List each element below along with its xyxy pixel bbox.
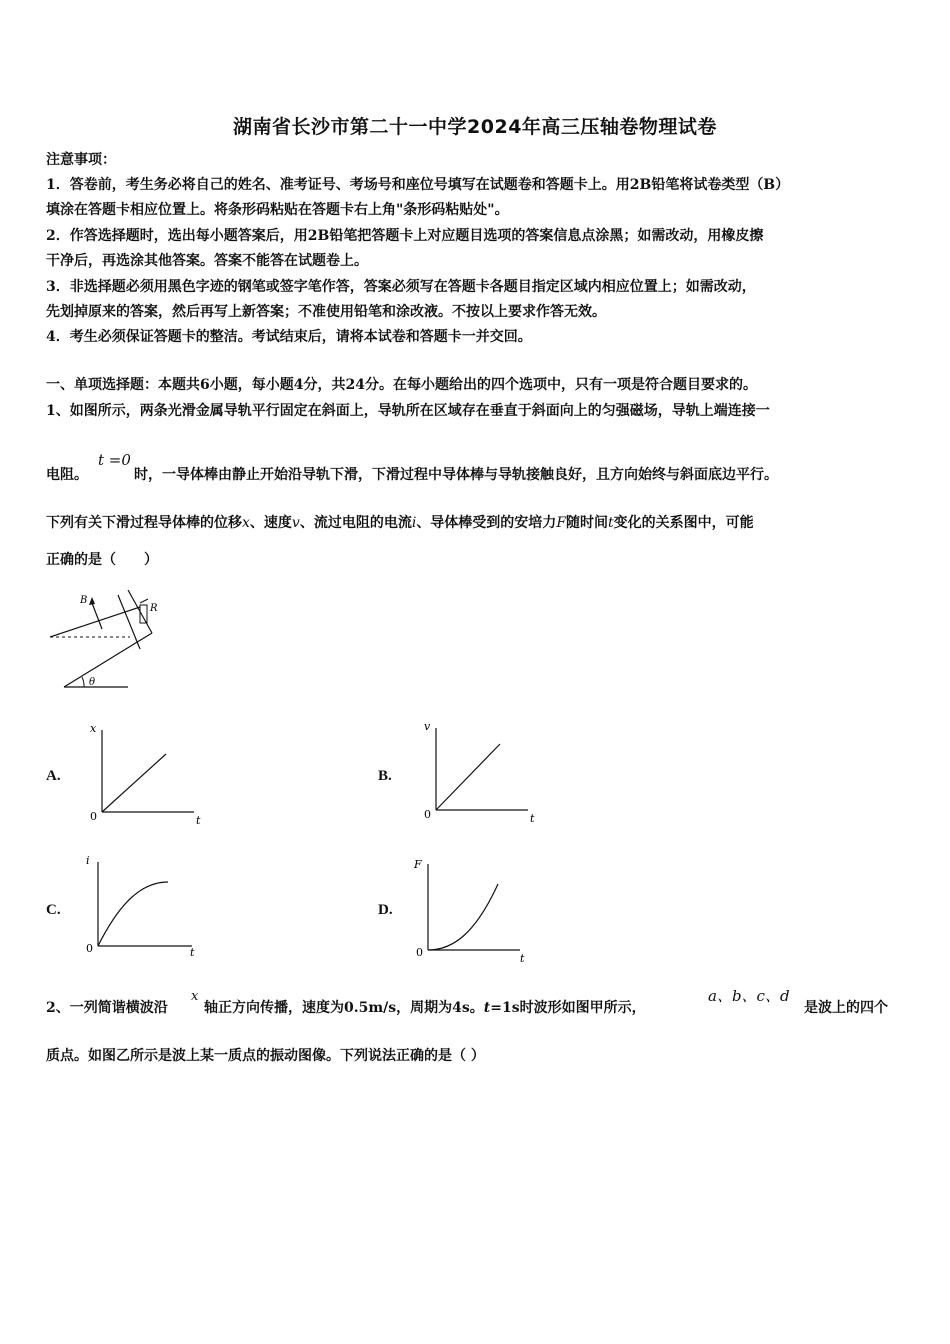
- option-b-curve: [436, 744, 500, 810]
- section-heading: 一、单项选择题：本题共6小题，每小题4分，共24分。在每小题给出的四个选项中，只有一项是符合题目要求的。: [46, 377, 757, 393]
- q2-line-1a: 2、一列简谐横波沿: [46, 1000, 168, 1016]
- option-d-label[interactable]: D.: [378, 902, 393, 918]
- option-a-xlabel: t: [196, 814, 201, 827]
- option-b-graph: [418, 716, 548, 828]
- notice-line-2: 填涂在答题卡相应位置上。将条形码粘贴在答题卡右上角"条形码粘贴处"。: [46, 202, 509, 218]
- q1-symbol-F: F: [556, 515, 567, 531]
- q1-symbol-v: v: [291, 515, 300, 531]
- option-c-curve: [98, 882, 168, 946]
- q1-t-equals-zero: t =0: [98, 451, 131, 469]
- q1-text-e: 随时间: [566, 515, 609, 531]
- q1-line-1: 1、如图所示，两条光滑金属导轨平行固定在斜面上，导轨所在区域存在垂直于斜面向上的匀强磁场，导轨上端连接一: [46, 403, 770, 419]
- option-a-origin: 0: [90, 810, 97, 823]
- option-b-ylabel: v: [424, 720, 431, 733]
- option-b-xlabel: t: [530, 812, 535, 825]
- figure-label-B: B: [80, 595, 88, 606]
- q2-text-b: 轴正方向传播，速度为0.5m/s，周期为4s。: [204, 1000, 484, 1016]
- figure-label-R: R: [150, 603, 158, 614]
- q2-line-1b: [204, 998, 646, 1018]
- notice-line-5: 3．非选择题必须用黑色字迹的钢笔或签字笔作答，答案必须写在答题卡各题目指定区域内相应位置上；如需改动，: [46, 279, 756, 295]
- page-title: 湖南省长沙市第二十一中学2024年高三压轴卷物理试卷: [233, 116, 717, 138]
- notice-heading: 注意事项：: [46, 152, 116, 168]
- option-d-curve: [428, 884, 498, 950]
- notice-line-1: 1．答卷前，考生务必将自己的姓名、准考证号、考场号和座位号填写在试题卷和答题卡上。用2B铅笔将试卷类型（B）: [46, 177, 790, 193]
- q2-text-c: =1s时波形如图甲所示，: [490, 1000, 646, 1016]
- option-b-label[interactable]: B.: [378, 768, 392, 784]
- q1-text-b: 、速度: [249, 515, 292, 531]
- notice-line-4: 干净后，再选涂其他答案。答案不能答在试题卷上。: [46, 253, 368, 269]
- option-a-label[interactable]: A.: [46, 768, 61, 784]
- q1-text-a: 下列有关下滑过程导体棒的位移: [46, 515, 242, 531]
- q2-line-2: 质点。如图乙所示是波上某一质点的振动图像。下列说法正确的是（ ）: [46, 1048, 485, 1064]
- q2-symbol-t: t: [483, 1000, 491, 1016]
- option-c-origin: 0: [86, 942, 93, 955]
- option-b-origin: 0: [424, 808, 431, 821]
- notice-line-3: 2．作答选择题时，选出每小题答案后，用2B铅笔把答题卡上对应题目选项的答案信息点涂黑；如需改动，用橡皮擦: [46, 228, 764, 244]
- incline-rail-figure: [44, 585, 164, 695]
- figure-label-theta: θ: [89, 677, 96, 688]
- q2-points: a、b、c、d: [708, 987, 790, 1005]
- option-a-graph: [84, 718, 214, 830]
- q2-symbol-x: x: [191, 989, 199, 1004]
- option-c-label[interactable]: C.: [46, 902, 61, 918]
- q1-text-c: 、流过电阻的电流: [299, 515, 412, 531]
- option-c-xlabel: t: [190, 946, 195, 959]
- option-d-origin: 0: [416, 946, 423, 959]
- notice-line-7: 4．考生必须保证答题卡的整洁。考试结束后，请将本试卷和答题卡一并交回。: [46, 329, 532, 345]
- option-a-ylabel: x: [90, 722, 97, 735]
- q1-symbol-x: x: [242, 515, 250, 531]
- option-a-curve: [102, 754, 166, 812]
- option-d-ylabel: F: [414, 858, 422, 871]
- option-c-graph: [80, 852, 210, 964]
- option-d-graph: [410, 852, 540, 964]
- q1-symbol-i: i: [411, 515, 417, 531]
- q1-symbol-t: t: [608, 515, 614, 531]
- q1-line-2a: 电阻。: [46, 467, 88, 483]
- q1-text-d: 、导体棒受到的安培力: [416, 515, 557, 531]
- option-c-ylabel: i: [86, 854, 90, 867]
- q1-line-4: 正确的是（ ）: [46, 552, 158, 568]
- option-d-xlabel: t: [520, 952, 525, 964]
- q1-text-f: 变化的关系图中，可能: [613, 515, 754, 531]
- notice-line-6: 先划掉原来的答案，然后再写上新答案；不准使用铅笔和涂改液。不按以上要求作答无效。: [46, 304, 606, 320]
- q1-line-3: [46, 513, 754, 533]
- q1-line-2b: 时，一导体棒由静止开始沿导轨下滑，下滑过程中导体棒与导轨接触良好，且方向始终与斜面底边平行。: [134, 467, 778, 483]
- q2-line-1d: 是波上的四个: [804, 1000, 888, 1016]
